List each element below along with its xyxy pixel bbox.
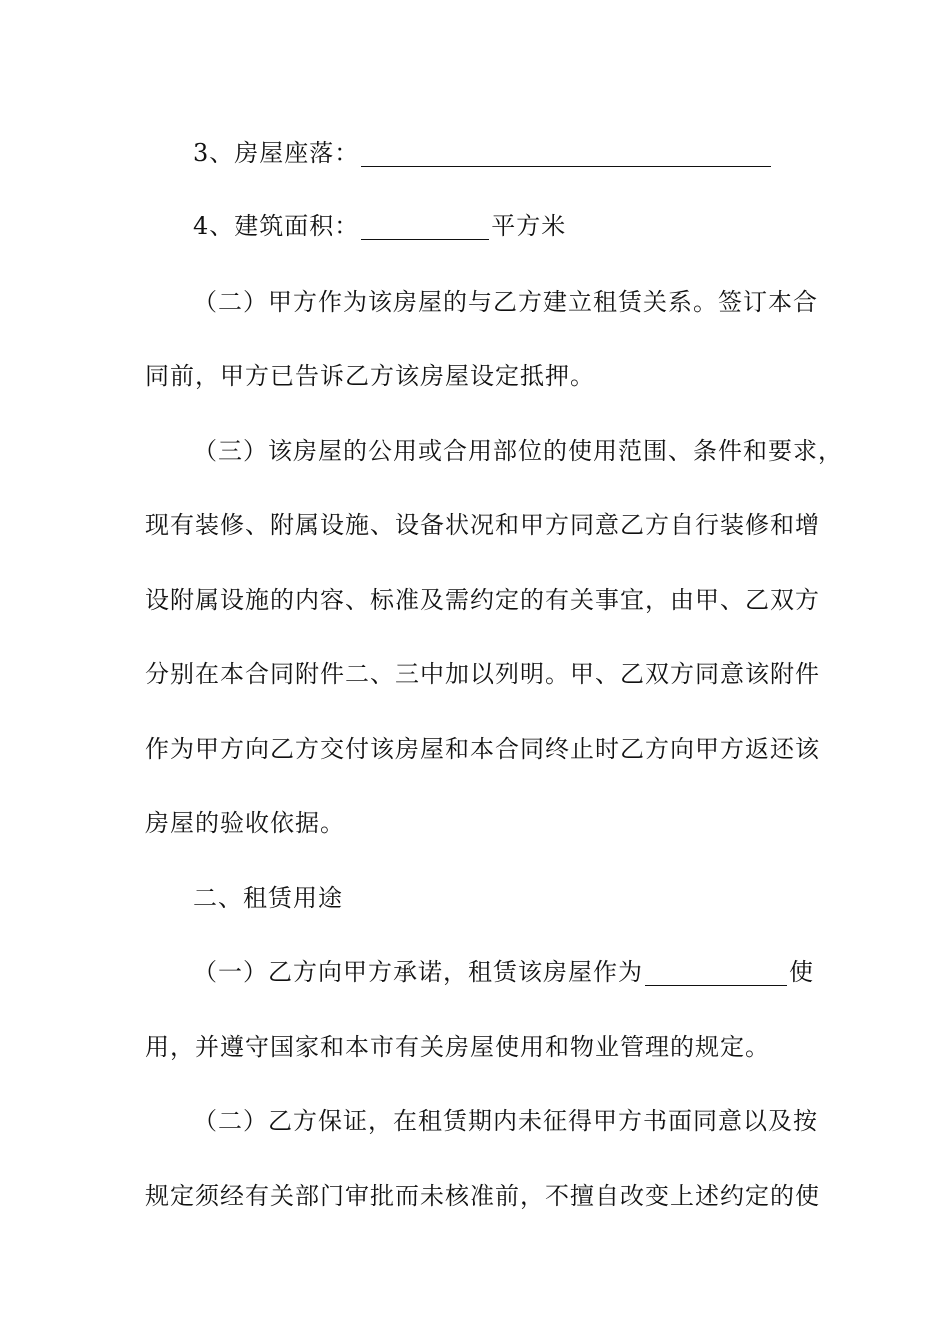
item-3-house-location [193, 133, 873, 173]
item-3-label: 3、房屋座落： [193, 139, 360, 167]
building-area-blank[interactable] [361, 211, 489, 240]
para-2-line-1: （二）甲方作为该房屋的与乙方建立租赁关系。签订本合 [193, 288, 818, 316]
house-location-blank[interactable] [361, 138, 771, 167]
para-3-line-1: （三）该房屋的公用或合用部位的使用范围、条件和要求， [193, 437, 843, 465]
use-2-line-1: （二）乙方保证，在租赁期内未征得甲方书面同意以及按 [193, 1107, 818, 1135]
use-1-line-1 [193, 952, 873, 992]
para-3-line-3: 设附属设施的内容、标准及需约定的有关事宜，由甲、乙双方 [145, 586, 820, 614]
area-unit: 平方米 [491, 212, 567, 240]
item-4-building-area [193, 206, 873, 246]
para-3-line-6: 房屋的验收依据。 [145, 809, 345, 837]
use-1-prefix: （一）乙方向甲方承诺，租赁该房屋作为 [193, 958, 643, 986]
para-3-line-2: 现有装修、附属设施、设备状况和甲方同意乙方自行装修和增 [145, 511, 820, 539]
use-2-line-2: 规定须经有关部门审批而未核准前，不擅自改变上述约定的使 [145, 1182, 820, 1210]
para-2-line-2: 同前，甲方已告诉乙方该房屋设定抵押。 [145, 362, 595, 390]
item-4-label: 4、建筑面积： [193, 212, 360, 240]
use-1-suffix: 使 [789, 958, 814, 986]
para-3-line-5: 作为甲方向乙方交付该房屋和本合同终止时乙方向甲方返还该 [145, 735, 820, 763]
use-1-line-2: 用，并遵守国家和本市有关房屋使用和物业管理的规定。 [145, 1033, 770, 1061]
use-purpose-blank[interactable] [645, 957, 787, 986]
section-heading-lease-use: 二、租赁用途 [193, 884, 343, 912]
para-3-line-4: 分别在本合同附件二、三中加以列明。甲、乙双方同意该附件 [145, 660, 820, 688]
